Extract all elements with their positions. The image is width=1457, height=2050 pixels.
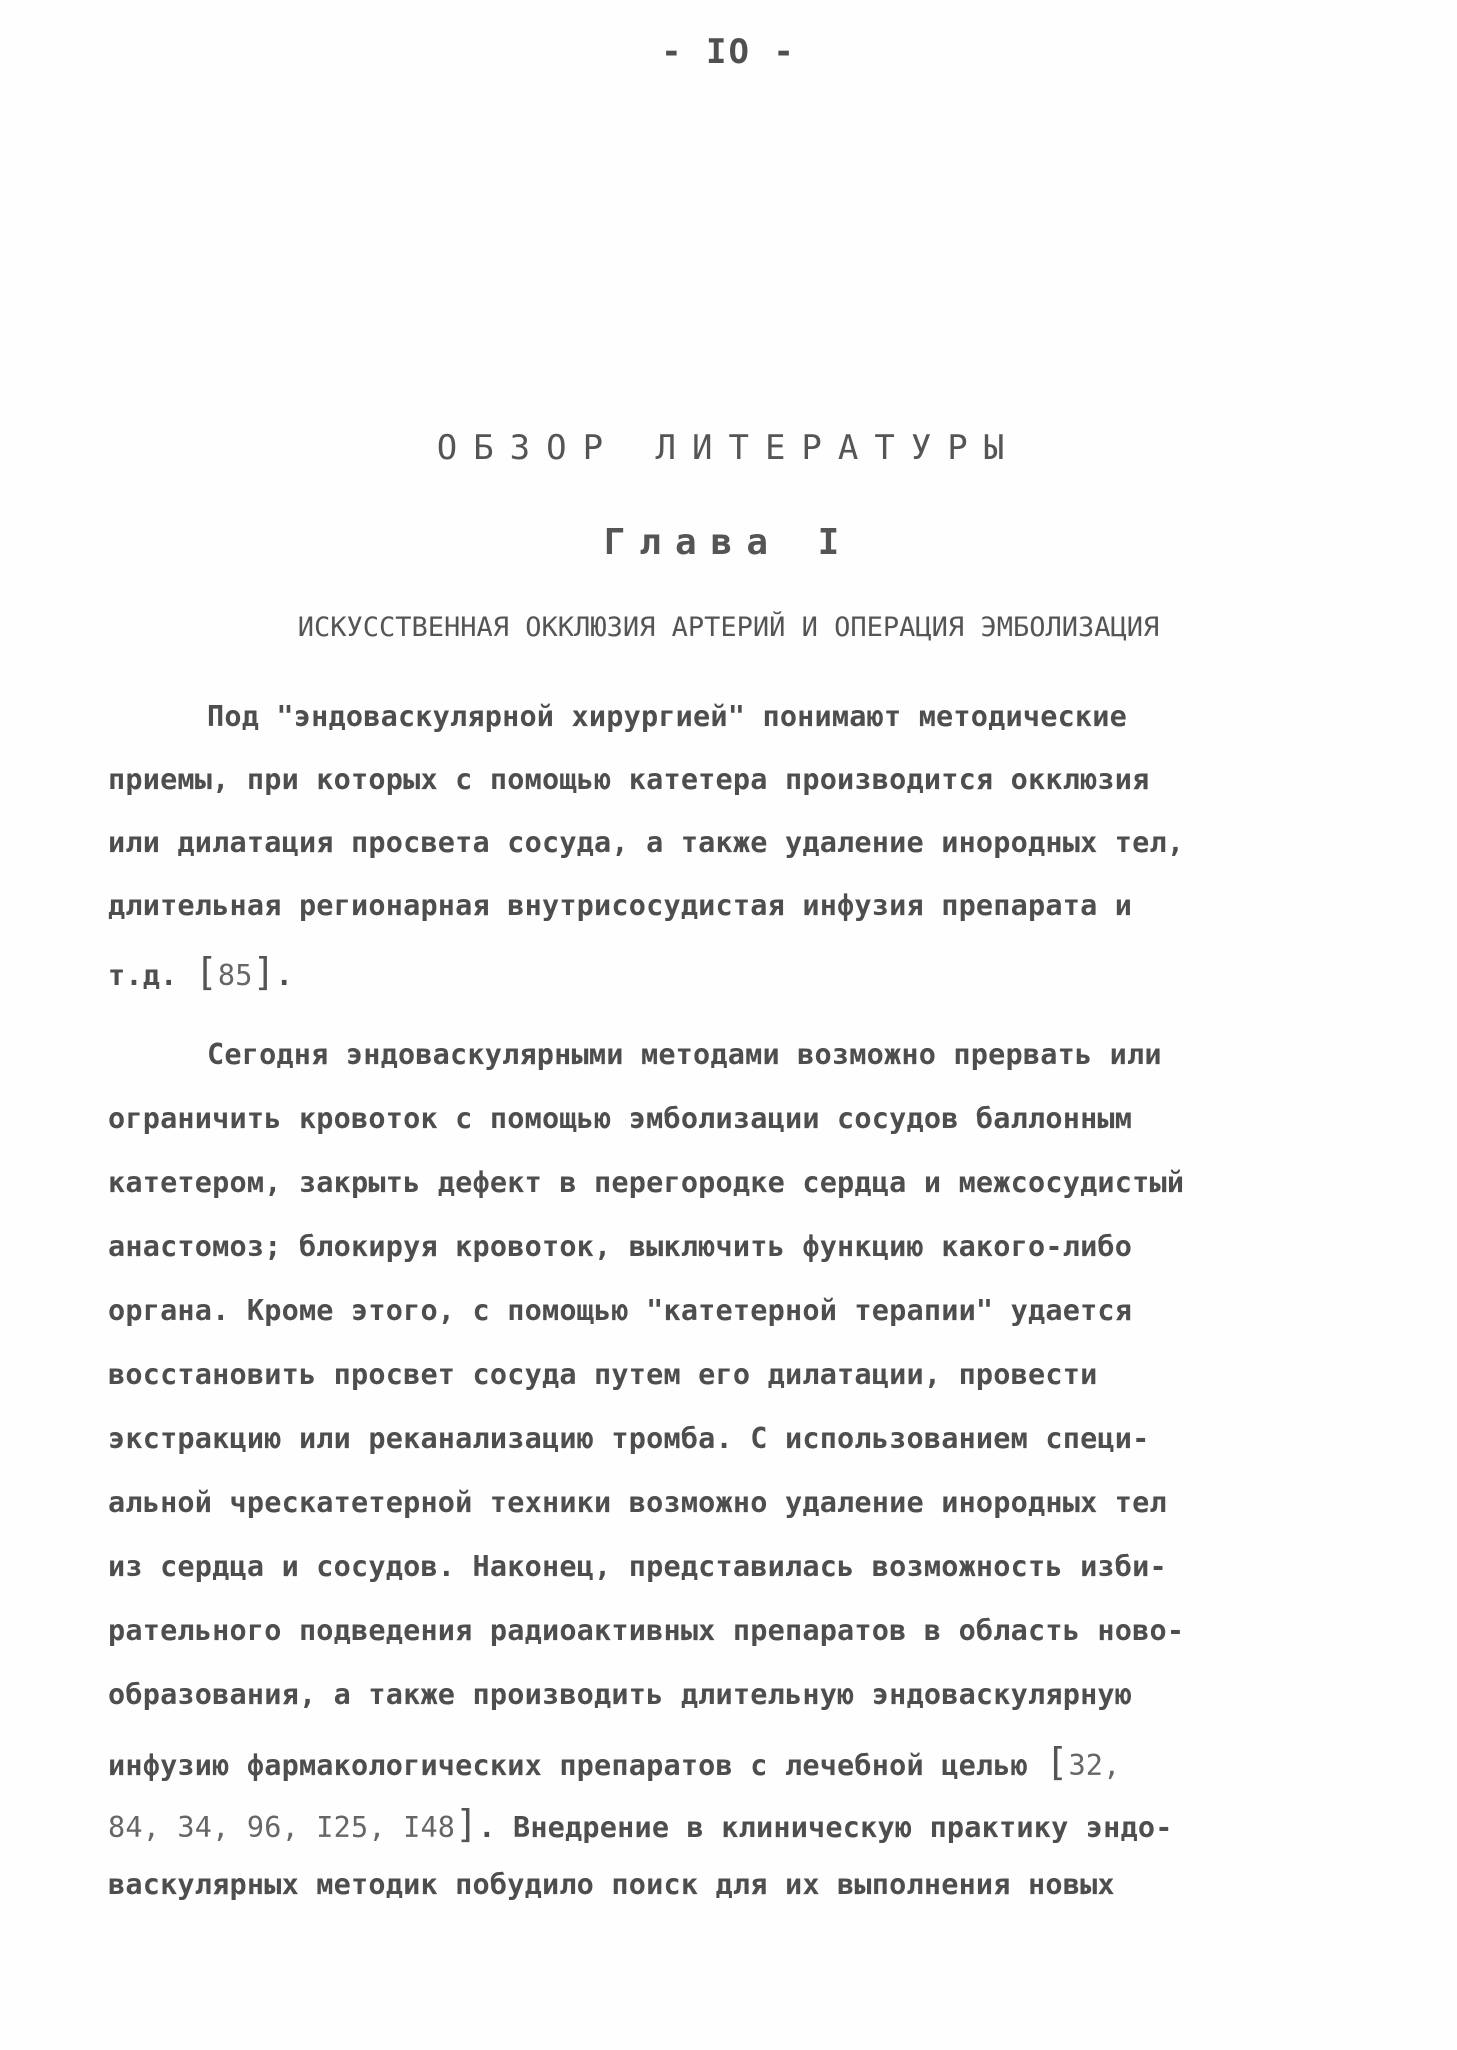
paragraph-line: приемы, при которых с помощью катетера производится окклюзия — [108, 763, 1150, 796]
paragraph-line: образования, а также производить длительную эндоваскулярную — [108, 1678, 1133, 1711]
paragraph-line — [108, 1740, 1121, 1784]
paragraph-line: длительная регионарная внутрисосудистая инфузия препарата и — [108, 889, 1133, 922]
citation-ref: 32, — [1068, 1749, 1121, 1782]
paragraph-line: катетером, закрыть дефект в перегородке сердца и межсосудистый — [108, 1166, 1185, 1199]
paragraph-line: рательного подведения радиоактивных препаратов в область ново- — [108, 1614, 1185, 1647]
close-bracket: ] — [252, 950, 276, 994]
chapter-title: Глава I — [603, 522, 854, 563]
section-title: ОБЗОР ЛИТЕРАТУРЫ — [436, 428, 1021, 468]
paragraph-line: экстракцию или реканализацию тромба. С использованием специ- — [108, 1422, 1150, 1455]
paragraph-line: восстановить просвет сосуда путем его дилатации, провести — [108, 1358, 1098, 1391]
text-span: . — [275, 959, 294, 992]
paragraph-line — [108, 1802, 1173, 1846]
paragraph-line: Под "эндоваскулярной хирургией" понимают методические — [207, 700, 1127, 733]
close-bracket: ] — [455, 1802, 479, 1846]
page-number: - IO - — [661, 32, 796, 72]
paragraph-line: Сегодня эндоваскулярными методами возможно прервать или — [207, 1038, 1162, 1071]
chapter-subtitle: ИСКУССТВЕННАЯ ОККЛЮЗИЯ АРТЕРИЙ И ОПЕРАЦИЯ ЭМБОЛИЗАЦИЯ — [297, 612, 1160, 643]
open-bracket: [ — [194, 950, 218, 994]
paragraph-line: альной чрескатетерной техники возможно удаление инородных тел — [108, 1486, 1167, 1519]
text-span: . Внедрение в клиническую практику эндо- — [478, 1811, 1173, 1844]
paragraph-line: органа. Кроме этого, с помощью "катетерной терапии" удается — [108, 1294, 1133, 1327]
citation-ref: 84, 34, 96, I25, I48 — [108, 1811, 456, 1844]
paragraph-line: анастомоз; блокируя кровоток, выключить функцию какого-либо — [108, 1230, 1133, 1263]
paragraph-line: ограничить кровоток с помощью эмболизации сосудов баллонным — [108, 1102, 1133, 1135]
paragraph-line: из сердца и сосудов. Наконец, представилась возможность изби- — [108, 1550, 1167, 1583]
citation-ref: 85 — [217, 959, 253, 992]
paragraph-line — [108, 950, 293, 994]
paragraph-line: или дилатация просвета сосуда, а также удаление инородных тел, — [108, 826, 1185, 859]
paragraph-line: васкулярных методик побудило поиск для их выполнения новых — [108, 1868, 1115, 1901]
text-span: т.д. — [108, 959, 195, 992]
text-span: инфузию фармакологических препаратов с лечебной целью — [108, 1749, 1046, 1782]
open-bracket: [ — [1045, 1740, 1069, 1784]
